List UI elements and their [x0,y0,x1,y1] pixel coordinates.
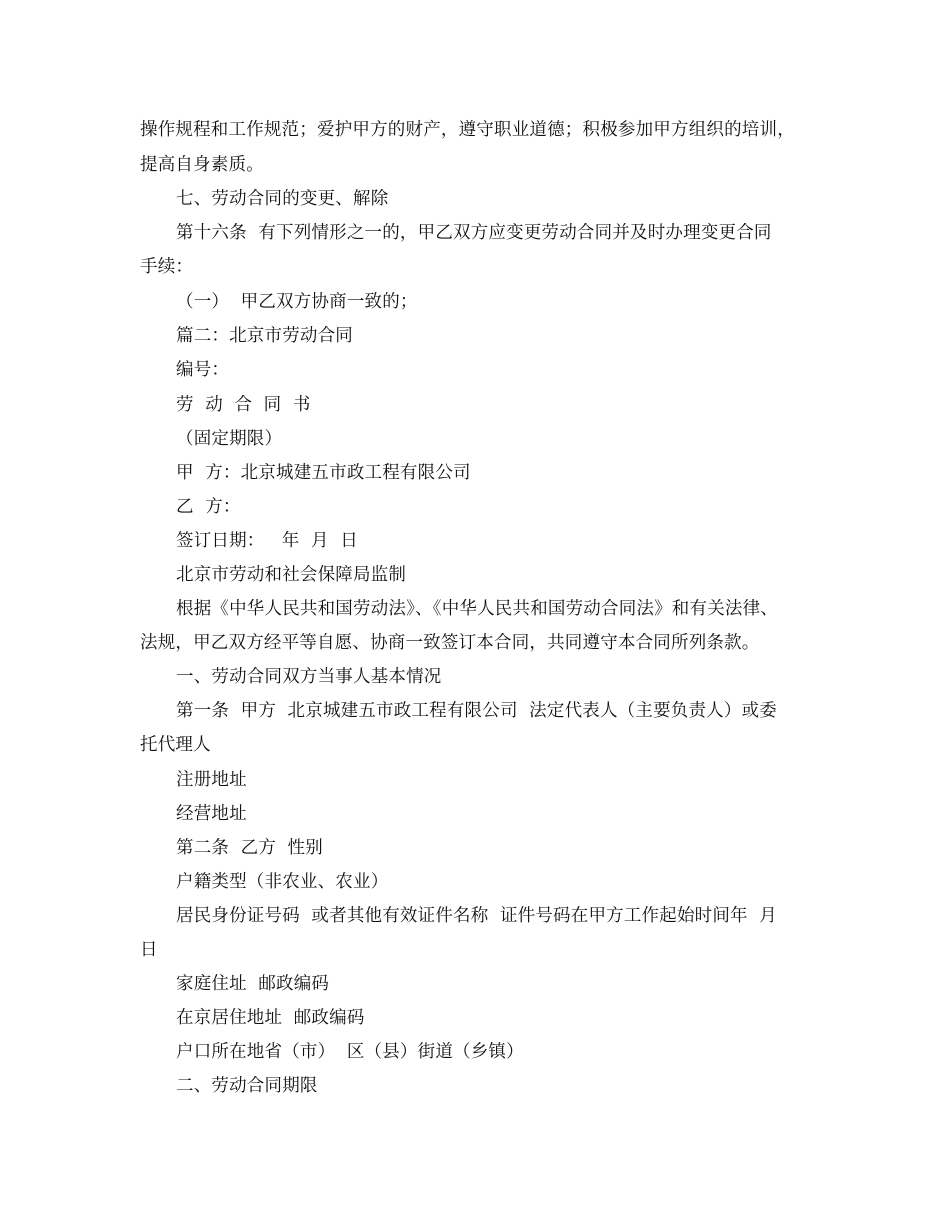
text-line: 户籍类型（非农业、农业） [176,872,389,892]
section-heading: 二、劳动合同期限 [176,1076,318,1096]
section-heading: 七、劳动合同的变更、解除 [176,189,389,209]
text-line: 手续： [140,257,194,277]
text-line: 提高自身素质。 [140,155,264,175]
text-line: 第一条 甲方 北京城建五市政工程有限公司 法定代表人（主要负责人）或委 [176,701,777,721]
text-line: 操作规程和工作规范；爱护甲方的财产，遵守职业道德；积极参加甲方组织的培训， [140,120,795,140]
text-line: 北京市劳动和社会保障局监制 [176,565,407,585]
text-line: （固定期限） [176,429,283,449]
document-title: 劳 动 合 同 书 [176,395,311,415]
text-line: 第十六条 有下列情形之一的，甲乙双方应变更劳动合同并及时办理变更合同 [176,223,772,243]
text-line: 法规，甲乙双方经平等自愿、协商一致签订本合同，共同遵守本合同所列条款。 [140,633,760,653]
text-line: 编号： [176,360,230,380]
text-line: 甲 方：北京城建五市政工程有限公司 [176,463,471,483]
section-heading: 一、劳动合同双方当事人基本情况 [176,667,442,687]
text-line: 在京居住地址 邮政编码 [176,1008,365,1028]
part-heading: 篇二：北京市劳动合同 [176,326,353,346]
text-line: （一） 甲乙双方协商一致的； [176,292,418,312]
text-line: 第二条 乙方 性别 [176,838,323,858]
text-line: 户口所在地省（市） 区（县）街道（乡镇） [176,1042,524,1062]
text-line: 经营地址 [176,804,247,824]
text-line: 家庭住址 邮政编码 [176,974,330,994]
text-line: 托代理人 [140,735,211,755]
text-line: 日 [140,940,158,960]
text-line: 乙 方： [176,497,241,517]
text-line: 根据《中华人民共和国劳动法》、《中华人民共和国劳动合同法》和有关法律、 [176,599,778,619]
text-line: 居民身份证号码 或者其他有效证件名称 证件号码在甲方工作起始时间年 月 [176,906,777,926]
text-line: 签订日期： 年 月 日 [176,531,358,551]
text-line: 注册地址 [176,770,247,790]
